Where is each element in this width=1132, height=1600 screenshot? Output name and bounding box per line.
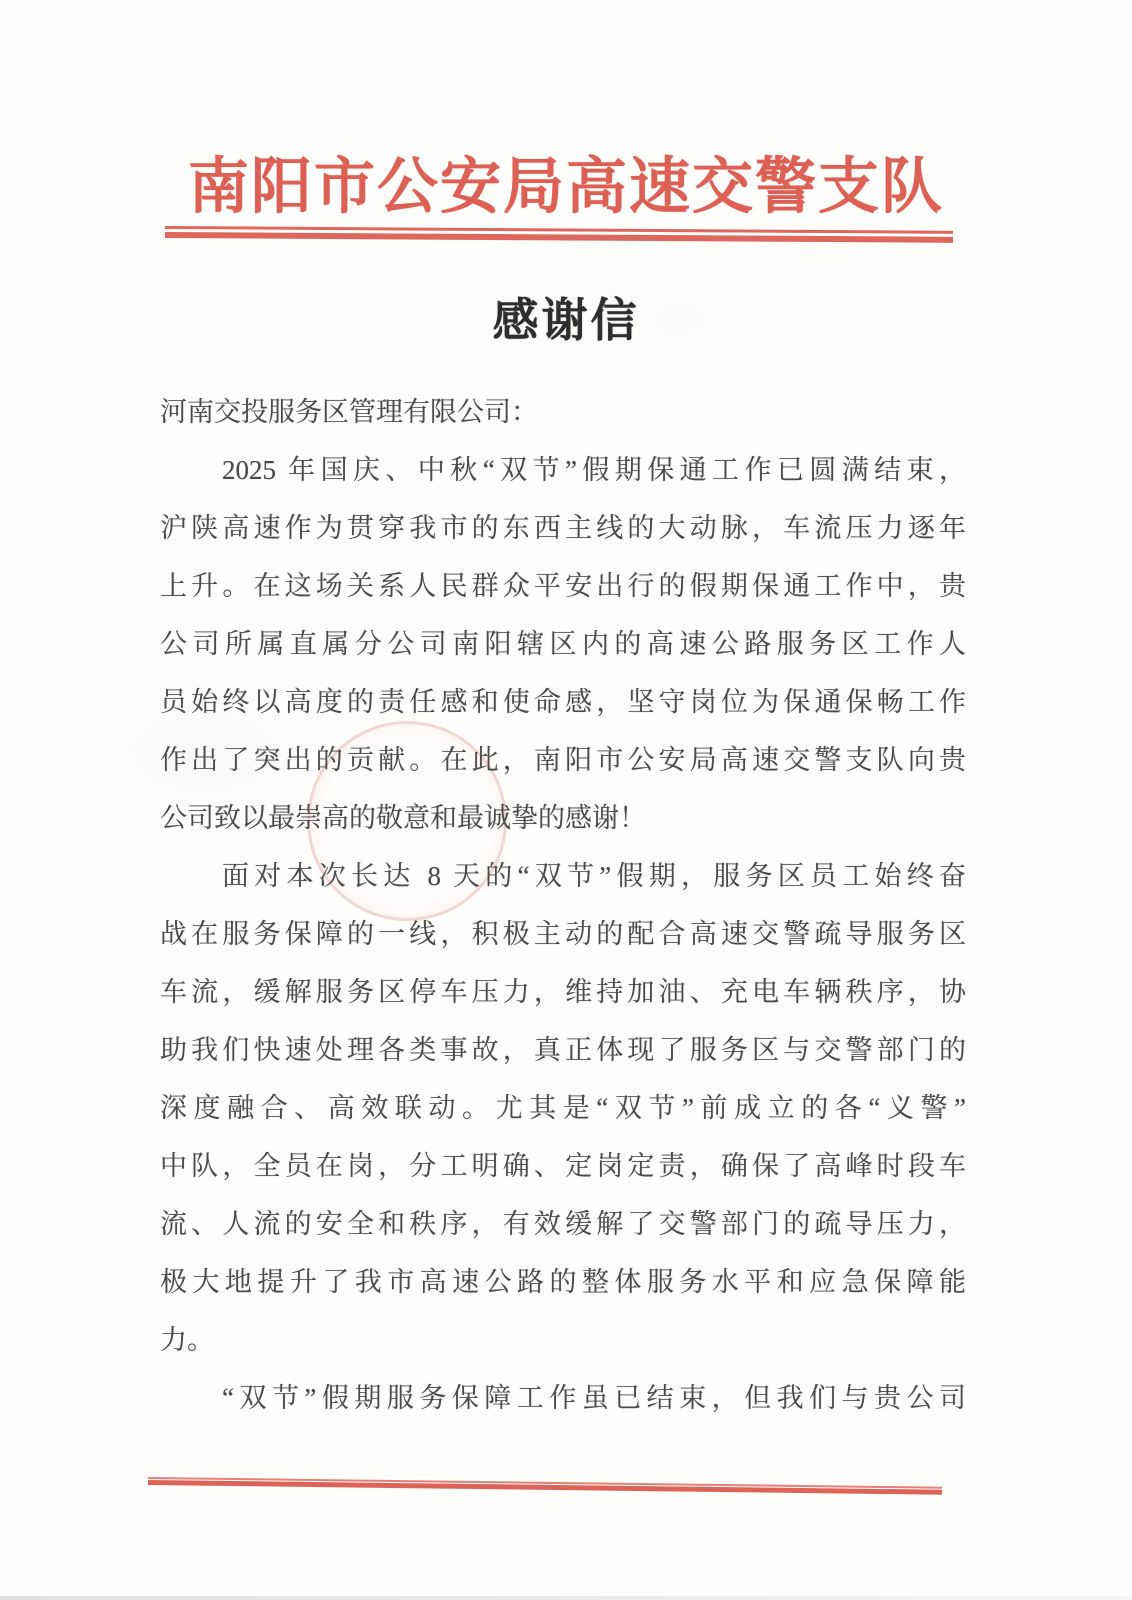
letter-body-line: 极大地提升了我市高速公路的整体服务水平和应急保障能	[160, 1267, 966, 1297]
letter-body-line: 中队，全员在岗，分工明确、定岗定责，确保了高峰时段车	[160, 1151, 966, 1181]
letter-body-line: 公司所属直属分公司南阳辖区内的高速公路服务区工作人	[160, 629, 966, 659]
footer-divider	[148, 1477, 942, 1495]
letter-body-line: 深度融合、高效联动。尤其是“双节”前成立的各“义警”	[160, 1093, 966, 1123]
letter-body-line: 作出了突出的贡献。在此，南阳市公安局高速交警支队向贵	[160, 745, 966, 775]
letter-body-line: 上升。在这场关系人民群众平安出行的假期保通工作中，贵	[160, 571, 966, 601]
letter-body-line: 公司致以最崇高的敬意和最诚挚的感谢！	[160, 803, 646, 833]
letter-body-line: 战在服务保障的一线，积极主动的配合高速交警疏导服务区	[160, 919, 966, 949]
letter-body-line: 面对本次长达 8 天的“双节”假期，服务区员工始终奋	[222, 861, 966, 891]
letterhead-divider	[165, 226, 953, 243]
letter-body	[160, 383, 966, 1427]
letter-body-line: 沪陕高速作为贯穿我市的东西主线的大动脉，车流压力逐年	[160, 513, 966, 543]
letter-body-line: 流、人流的安全和秩序，有效缓解了交警部门的疏导压力，	[160, 1209, 966, 1239]
letter-body-line: 力。	[160, 1325, 214, 1355]
scan-bottom-edge	[0, 1596, 1132, 1600]
letterhead-divider-thick-line	[165, 232, 953, 243]
letter-body-line: 车流，缓解服务区停车压力，维持加油、充电车辆秩序，协	[160, 977, 966, 1007]
letter-body-line: 2025 年国庆、中秋“双节”假期保通工作已圆满结束，	[222, 455, 966, 485]
letter-body-line: 助我们快速处理各类事故，真正体现了服务区与交警部门的	[160, 1035, 966, 1065]
letter-title: 感谢信	[492, 295, 640, 346]
letter-body-line: “双节”假期服务保障工作虽已结束，但我们与贵公司	[222, 1383, 966, 1413]
letter-body-line: 员始终以高度的责任感和使命感，坚守岗位为保通保畅工作	[160, 687, 966, 717]
letterhead-title: 南阳市公安局高速交警支队	[187, 154, 944, 221]
letter-body-line: 河南交投服务区管理有限公司：	[160, 397, 538, 427]
